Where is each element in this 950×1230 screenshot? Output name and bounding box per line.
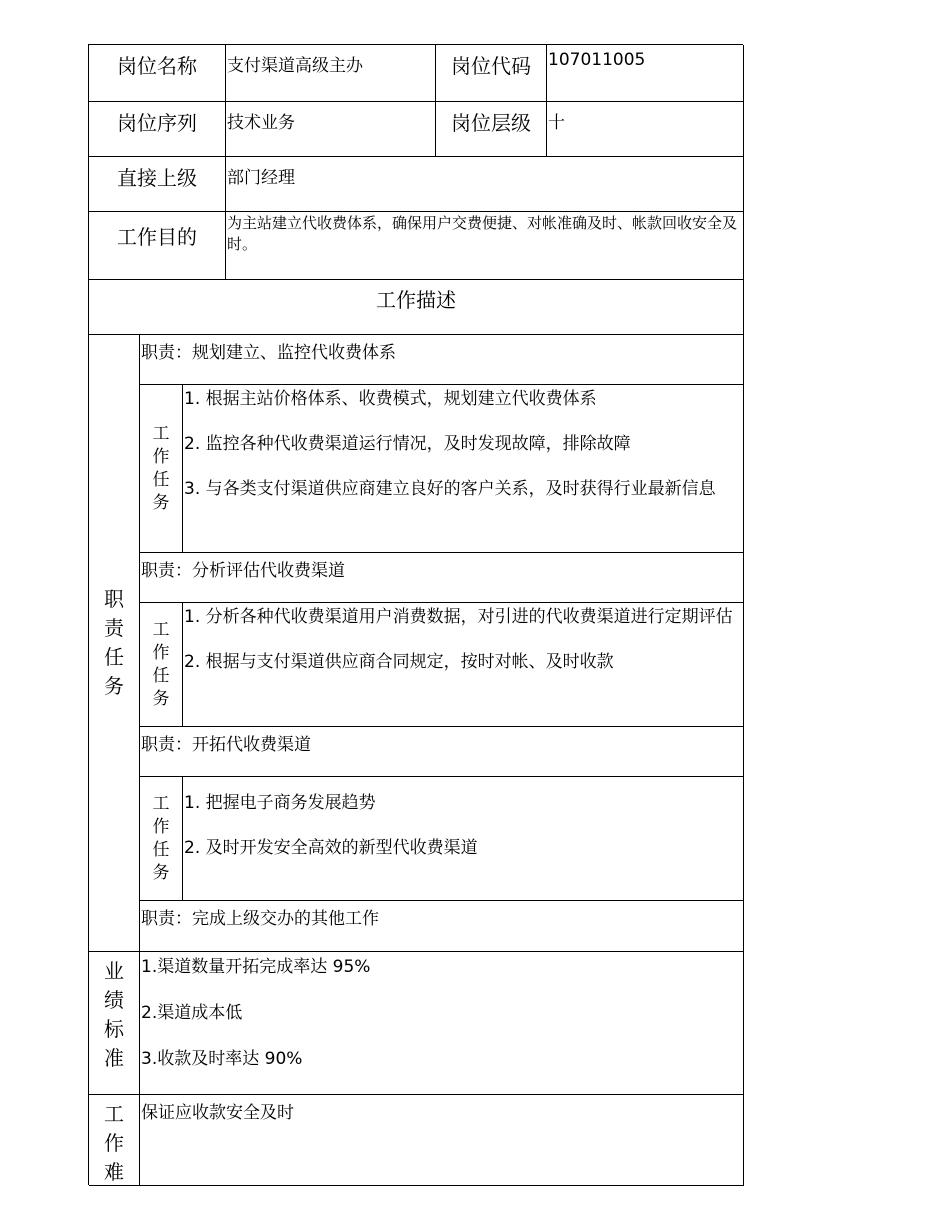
task-list: [183, 385, 744, 553]
performance-item: 3.收款及时率达 90%: [141, 1049, 303, 1069]
task-list: [183, 777, 744, 901]
duty-title: 职责：规划建立、监控代收费体系: [140, 335, 744, 385]
task-vertical-label: 工 作 任 务: [140, 603, 183, 727]
position-code-label: 岗位代码: [436, 45, 547, 102]
supervisor-value: 部门经理: [226, 157, 744, 212]
task-item: 2. 及时开发安全高效的新型代收费渠道: [184, 838, 478, 858]
task-item: 3. 与各类支付渠道供应商建立良好的客户关系，及时获得行业最新信息: [184, 479, 716, 499]
purpose-value: 为主站建立代收费体系，确保用户交费便捷、对帐准确及时、帐款回收安全及时。: [226, 212, 744, 280]
position-code-value: 107011005: [547, 45, 744, 102]
task-item: 1. 根据主站价格体系、收费模式，规划建立代收费体系: [184, 389, 597, 409]
supervisor-label: 直接上级: [89, 157, 226, 212]
work-description-title: 工作描述: [89, 280, 744, 335]
sequence-value: 技术业务: [226, 102, 436, 157]
position-name-value: 支付渠道高级主办: [226, 45, 436, 102]
duty-title: 职责：开拓代收费渠道: [140, 727, 744, 777]
task-item: 2. 监控各种代收费渠道运行情况，及时发现故障，排除故障: [184, 434, 631, 454]
performance-list: [140, 952, 744, 1095]
task-item: 1. 把握电子商务发展趋势: [184, 793, 376, 813]
task-list: [183, 603, 744, 727]
performance-vertical-label: 业 绩 标 准: [89, 952, 140, 1095]
task-vertical-label: 工 作 任 务: [140, 777, 183, 901]
task-item: 2. 根据与支付渠道供应商合同规定，按时对帐、及时收款: [184, 652, 614, 672]
duty-title: 职责：完成上级交办的其他工作: [140, 901, 744, 952]
duty-title: 职责：分析评估代收费渠道: [140, 553, 744, 603]
performance-item: 1.渠道数量开拓完成率达 95%: [141, 957, 371, 977]
level-label: 岗位层级: [436, 102, 547, 157]
purpose-label: 工作目的: [89, 212, 226, 280]
task-vertical-label: 工 作 任 务: [140, 385, 183, 553]
performance-item: 2.渠道成本低: [141, 1003, 243, 1023]
position-name-label: 岗位名称: [89, 45, 226, 102]
difficulty-vertical-label: 工 作 难: [89, 1095, 140, 1186]
sequence-label: 岗位序列: [89, 102, 226, 157]
task-item: 1. 分析各种代收费渠道用户消费数据，对引进的代收费渠道进行定期评估: [184, 607, 733, 627]
job-description-table: [88, 44, 743, 1185]
level-value: 十: [547, 102, 744, 157]
difficulty-text: 保证应收款安全及时: [140, 1095, 744, 1186]
duties-vertical-label: 职 责 任 务: [89, 335, 140, 952]
